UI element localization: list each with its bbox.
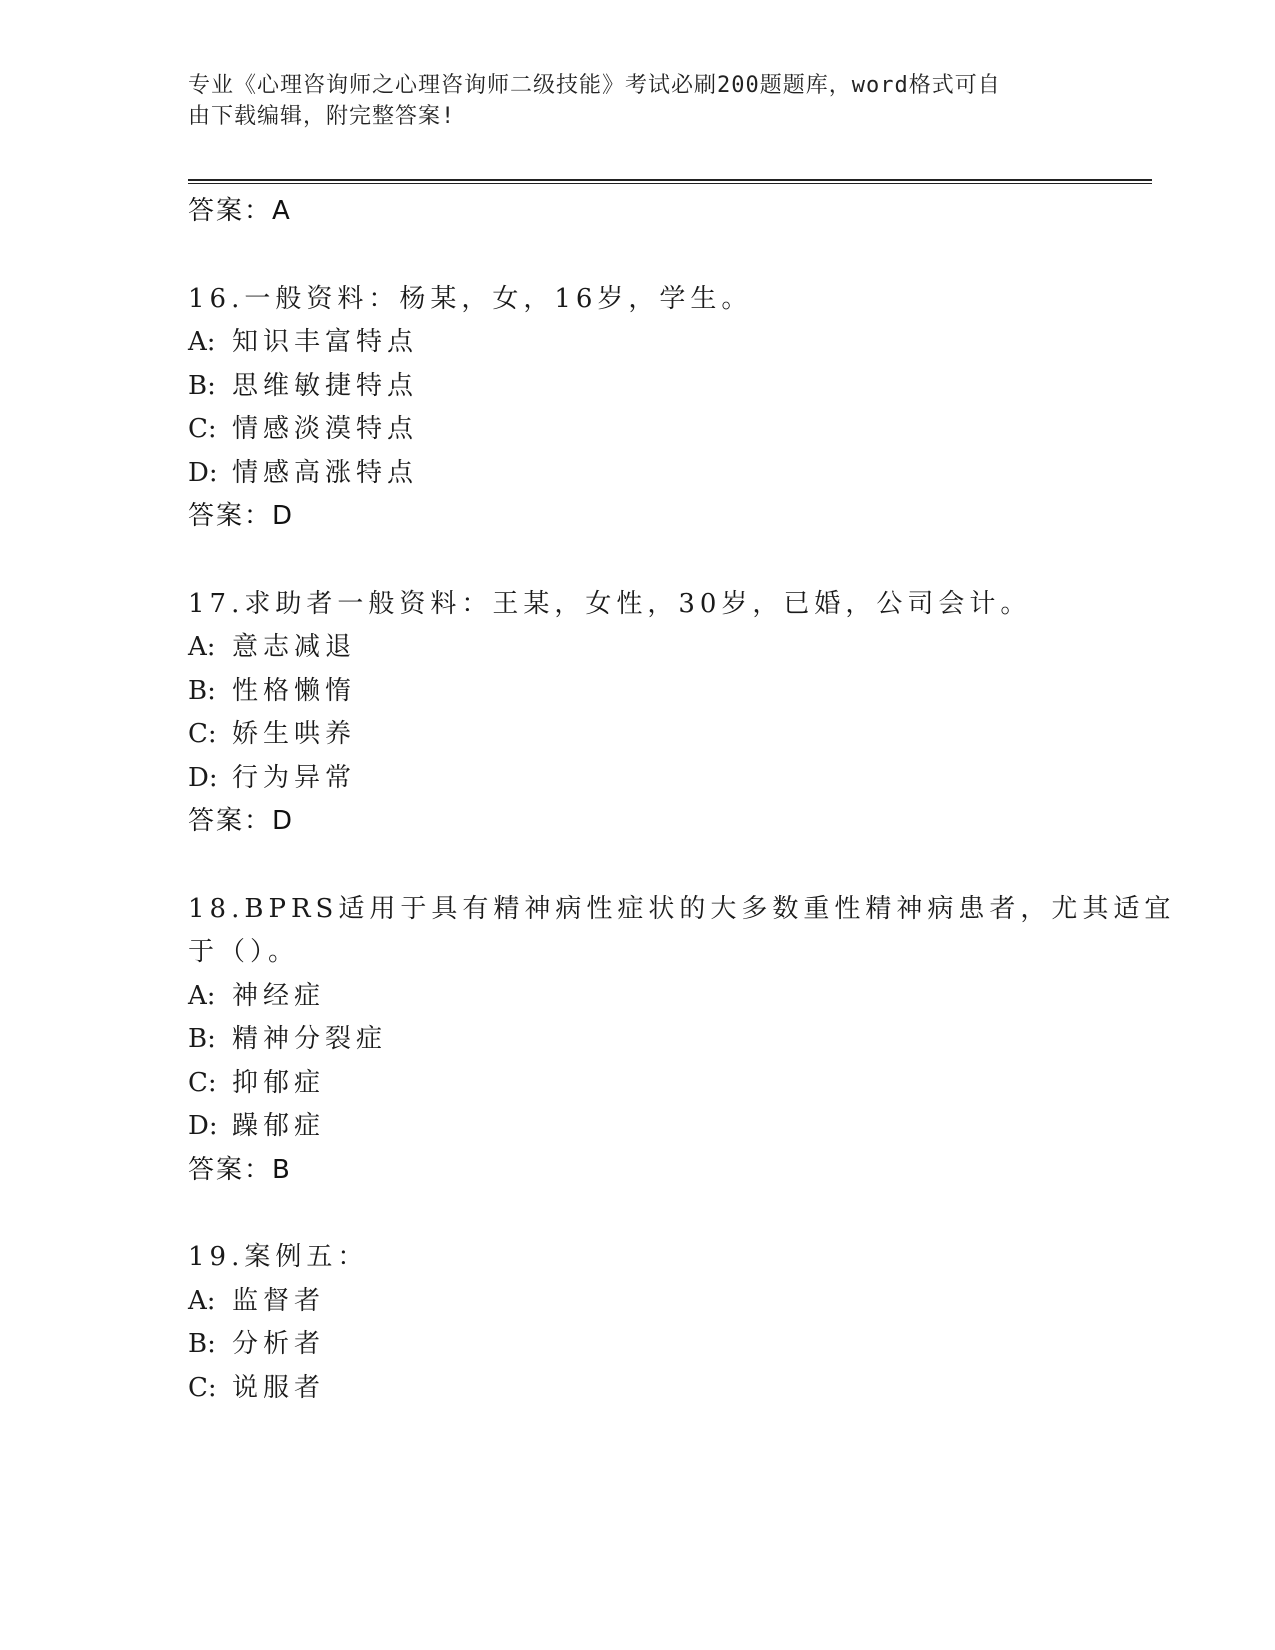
option-d: D: 情感高涨特点	[188, 458, 419, 488]
option-d: D: 躁郁症	[188, 1111, 326, 1141]
question-stem: 19.案例五：	[188, 1242, 369, 1272]
option-c: C: 说服者	[188, 1373, 326, 1403]
document-header	[188, 70, 1068, 132]
header-divider-thin	[188, 183, 1152, 184]
question-stem-continued: 于（）。	[188, 937, 300, 967]
header-line-2: 由下载编辑，附完整答案!	[188, 104, 456, 129]
option-c: C: 抑郁症	[188, 1068, 326, 1098]
option-c: C: 情感淡漠特点	[188, 414, 419, 444]
answer-prev: 答案：A	[188, 196, 292, 226]
header-line-1: 专业《心理咨询师之心理咨询师二级技能》考试必刷200题题库，word格式可自	[188, 73, 1001, 98]
option-a: A: 知识丰富特点	[188, 327, 419, 357]
answer: 答案：B	[188, 1155, 292, 1185]
option-a: A: 监督者	[188, 1286, 326, 1316]
option-b: B: 分析者	[188, 1329, 326, 1359]
option-b: B: 精神分裂症	[188, 1024, 388, 1054]
option-d: D: 行为异常	[188, 763, 357, 793]
option-c: C: 娇生哄养	[188, 719, 357, 749]
option-a: A: 意志减退	[188, 632, 357, 662]
header-divider	[188, 179, 1152, 181]
option-b: B: 性格懒惰	[188, 676, 357, 706]
question-stem: 16.一般资料：杨某，女，16岁，学生。	[188, 284, 753, 314]
option-a: A: 神经症	[188, 981, 326, 1011]
question-stem: 17.求助者一般资料：王某，女性，30岁，已婚，公司会计。	[188, 589, 1032, 619]
answer: 答案：D	[188, 806, 295, 836]
answer: 答案：D	[188, 501, 295, 531]
question-stem: 18.BPRS适用于具有精神病性症状的大多数重性精神病患者，尤其适宜	[188, 894, 1176, 924]
option-b: B: 思维敏捷特点	[188, 371, 419, 401]
